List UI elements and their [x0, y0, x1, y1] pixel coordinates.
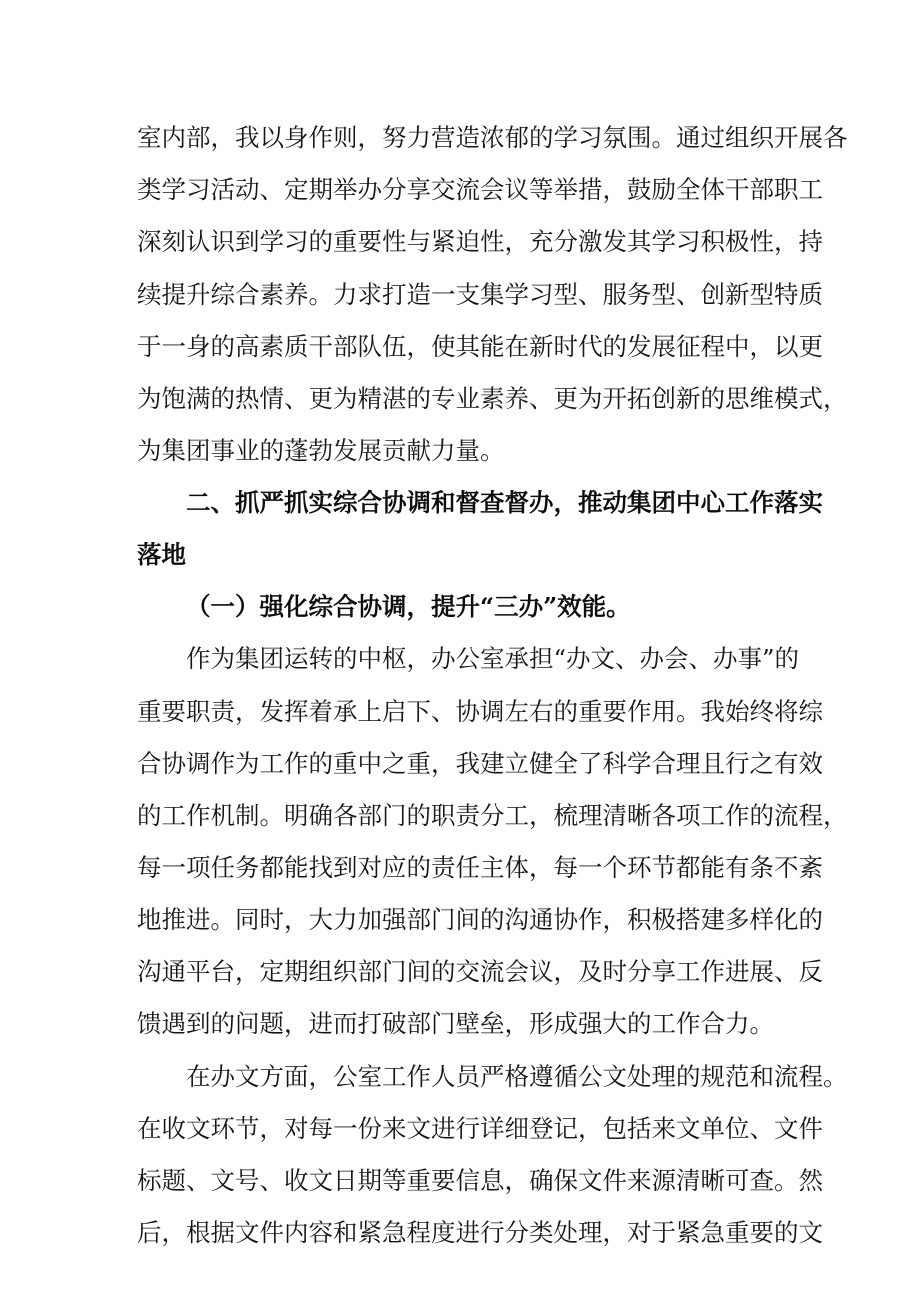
paragraph-line: 续提升综合素养。力求打造一支集学习型、服务型、创新型特质 — [137, 280, 823, 309]
paragraph-line: 沟通平台，定期组织部门间的交流会议，及时分享工作进展、反 — [137, 957, 823, 986]
paragraph-line: 标题、文号、收文日期等重要信息，确保文件来源清晰可查。然 — [137, 1166, 823, 1195]
paragraph-line: 于一身的高素质干部队伍，使其能在新时代的发展征程中，以更 — [137, 332, 823, 361]
paragraph-line: 为集团事业的蓬勃发展贡献力量。 — [137, 436, 505, 465]
paragraph-line: 室内部，我以身作则，努力营造浓郁的学习氛围。通过组织开展各 — [137, 123, 848, 152]
paragraph-line: 的工作机制。明确各部门的职责分工，梳理清晰各项工作的流程， — [137, 801, 848, 830]
paragraph-line: 后，根据文件内容和紧急程度进行分类处理，对于紧急重要的文 — [137, 1218, 823, 1247]
section-heading-line: 落地 — [137, 540, 186, 569]
paragraph-line: 馈遇到的问题，进而打破部门壁垒，形成强大的工作合力。 — [137, 1009, 774, 1038]
subheading: （一）强化综合协调，提升“三办”效能。 — [186, 592, 631, 621]
paragraph-line: 在办文方面，公室工作人员严格遵循公文处理的规范和流程。 — [186, 1062, 848, 1091]
paragraph-line: 作为集团运转的中枢，办公室承担“办文、办会、办事”的 — [186, 644, 800, 673]
paragraph-line: 合协调作为工作的重中之重，我建立健全了科学合理且行之有效 — [137, 749, 823, 778]
paragraph-line: 类学习活动、定期举办分享交流会议等举措，鼓励全体干部职工 — [137, 175, 823, 204]
section-heading-line: 二、抓严抓实综合协调和督查督办，推动集团中心工作落实 — [186, 488, 823, 517]
paragraph-line: 每一项任务都能找到对应的责任主体，每一个环节都能有条不紊 — [137, 853, 823, 882]
paragraph-line: 地推进。同时，大力加强部门间的沟通协作，积极搭建多样化的 — [137, 905, 823, 934]
paragraph-line: 在收文环节，对每一份来文进行详细登记，包括来文单位、文件 — [137, 1114, 823, 1143]
paragraph-line: 深刻认识到学习的重要性与紧迫性，充分激发其学习积极性，持 — [137, 227, 823, 256]
paragraph-line: 重要职责，发挥着承上启下、协调左右的重要作用。我始终将综 — [137, 697, 823, 726]
paragraph-line: 为饱满的热情、更为精湛的专业素养、更为开拓创新的思维模式， — [137, 384, 848, 413]
